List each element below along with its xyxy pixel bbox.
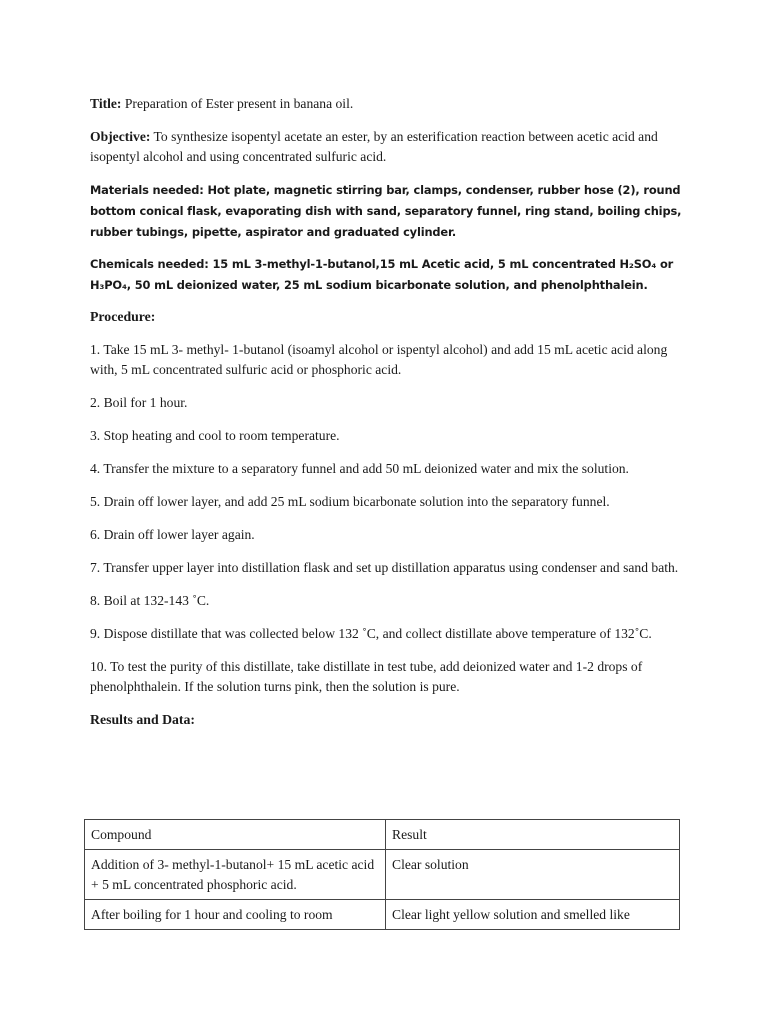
procedure-step: 1. Take 15 mL 3- methyl- 1-butanol (isoamyl alcohol or ispentyl alcohol) and add 15 mL acetic acid along with, 5 mL concentrated sulfuric acid or phosphoric acid. — [90, 342, 668, 377]
materials-text: Hot plate, magnetic stirring bar, clamps, condenser, rubber hose (2), round bottom conical flask, evaporating dish with sand, separatory funnel, ring stand, boiling chips, rubber tubings, pipette, aspirator and graduated cylinder. — [90, 183, 682, 239]
results-heading: Results and Data: — [90, 712, 196, 727]
column-header-result: Result — [386, 820, 680, 850]
objective-text: To synthesize isopentyl acetate an ester, by an esterification reaction between acetic acid and isopentyl alcohol and using concentrated sulfuric acid. — [90, 129, 658, 164]
procedure-step: 7. Transfer upper layer into distillation flask and set up distillation apparatus using condenser and sand bath. — [90, 560, 679, 575]
document-page — [90, 94, 690, 730]
table-cell: After boiling for 1 hour and cooling to room — [85, 900, 386, 930]
chemicals-text: 15 mL 3-methyl-1-butanol,15 mL Acetic acid, 5 mL concentrated H₂SO₄ or H₃PO₄, 50 mL deionized water, 25 mL sodium bicarbonate solution, and phenolphthalein. — [90, 257, 674, 292]
objective-paragraph — [90, 127, 690, 167]
procedure-step: 5. Drain off lower layer, and add 25 mL sodium bicarbonate solution into the separatory funnel. — [90, 494, 610, 509]
table-row — [85, 900, 680, 930]
column-header-compound: Compound — [85, 820, 386, 850]
procedure-step: 4. Transfer the mixture to a separatory funnel and add 50 mL deionized water and mix the solution. — [90, 461, 629, 476]
procedure-step: 8. Boil at 132-143 ˚C. — [90, 593, 210, 608]
table-row — [85, 850, 680, 900]
table-cell: Clear solution — [386, 850, 680, 900]
title-text: Preparation of Ester present in banana oil. — [124, 96, 354, 111]
table-cell: Clear light yellow solution and smelled like — [386, 900, 680, 930]
procedure-step: 3. Stop heating and cool to room temperature. — [90, 428, 340, 443]
procedure-steps — [90, 340, 690, 697]
table-header-row — [85, 820, 680, 850]
procedure-step: 9. Dispose distillate that was collected below 132 ˚C, and collect distillate above temperature of 132˚C. — [90, 626, 652, 641]
procedure-step: 6. Drain off lower layer again. — [90, 527, 255, 542]
title-label: Title: — [90, 96, 122, 111]
materials-paragraph — [90, 180, 690, 243]
title-line — [90, 94, 690, 114]
materials-label: Materials needed: — [90, 183, 204, 197]
objective-label: Objective: — [90, 129, 151, 144]
procedure-heading: Procedure: — [90, 309, 156, 324]
chemicals-label: Chemicals needed: — [90, 257, 209, 271]
results-table — [84, 819, 680, 930]
chemicals-paragraph — [90, 254, 690, 296]
table-cell: Addition of 3- methyl-1-butanol+ 15 mL acetic acid + 5 mL concentrated phosphoric acid. — [85, 850, 386, 900]
procedure-step: 10. To test the purity of this distillate, take distillate in test tube, add deionized water and 1-2 drops of phenolphthalein. If the solution turns pink, then the solution is pure. — [90, 659, 643, 694]
procedure-step: 2. Boil for 1 hour. — [90, 395, 188, 410]
